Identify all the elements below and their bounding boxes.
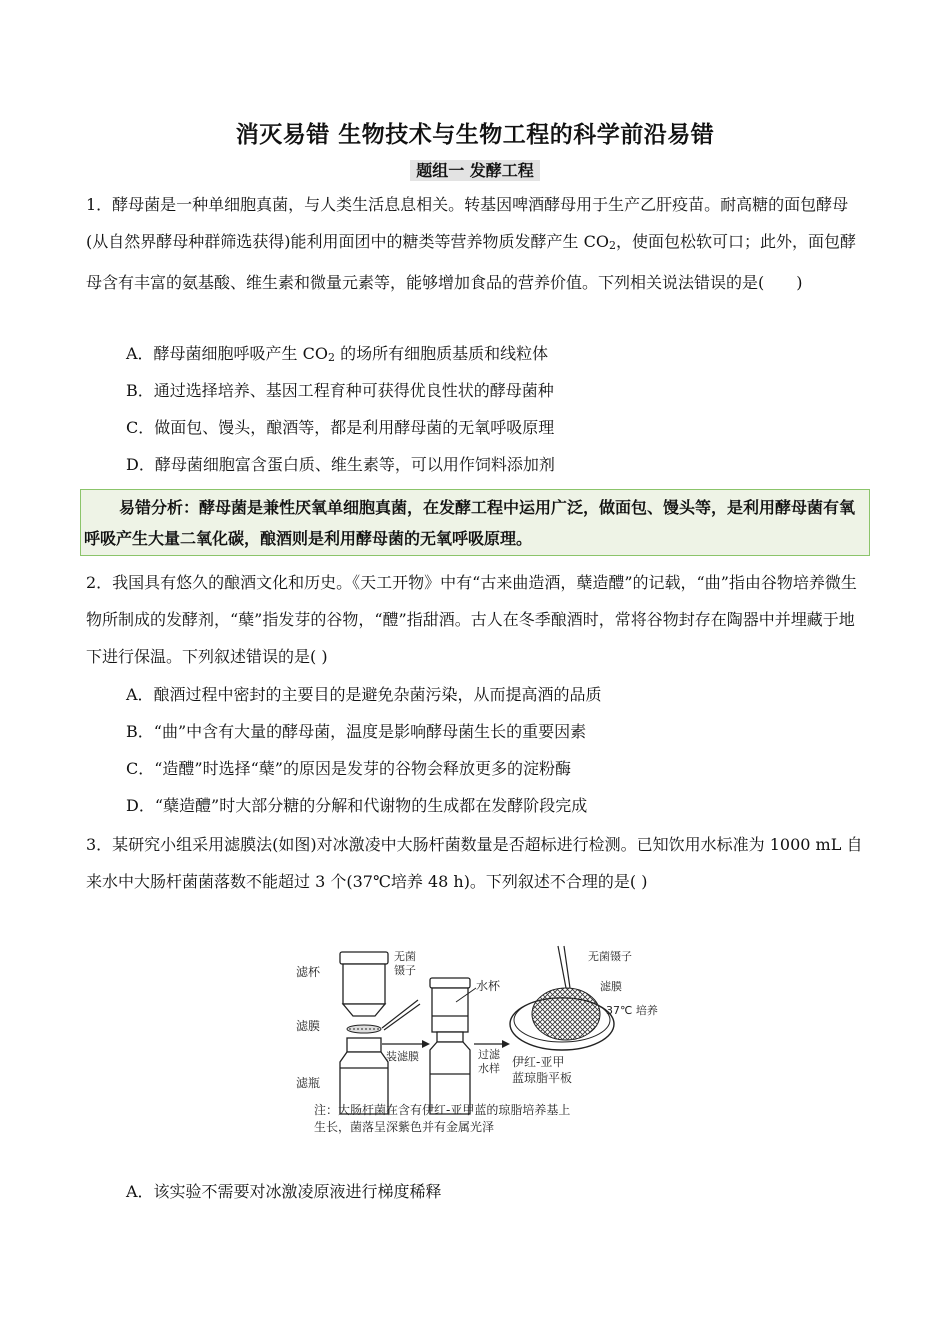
label-culture-temp: 37℃ 培养 [606, 1004, 658, 1017]
question-2-stem: 2．我国具有悠久的酿酒文化和历史。《天工开物》中有“古来曲造酒，蘖造醴”的记载，“曲”指由谷物培养微生物所制成的发酵剂，“蘖”指发芽的谷物，“醴”指甜酒。古人在冬季酿酒时，常将谷物封存在陶器中并埋藏于地下进行保温。下列叙述错误的是( ) [86, 573, 857, 666]
assembled-filter-icon [430, 978, 470, 1114]
q1-option-a [126, 339, 548, 373]
label-membrane-on-plate: 滤膜 [600, 980, 622, 993]
q1-option-a-subscript: 2 [328, 351, 336, 364]
arrow-right-icon [474, 1040, 510, 1048]
q1-stem-subscript: 2 [608, 239, 616, 252]
q2-option-a: A．酿酒过程中密封的主要目的是避免杂菌污染，从而提高酒的品质 [126, 685, 602, 704]
q2-option-c: C．“造醴”时选择“蘖”的原因是发芽的谷物会释放更多的淀粉酶 [126, 759, 571, 778]
q1-stem-part-a: 1．酵母菌是一种单细胞真菌，与人类生活息息相关。转基因啤酒酵母用于生产乙肝疫苗。耐高糖的面包酵母(从自然界酵母种群筛选获得)能利用面团中的糖类等营养物质发酵产生 CO [86, 195, 849, 251]
filtration-figure [290, 942, 690, 1142]
label-plate-line2: 蓝琼脂平板 [512, 1071, 573, 1085]
label-install-membrane: 装滤膜 [386, 1050, 419, 1063]
q1-option-b: B．通过选择培养、基因工程育种可获得优良性状的酵母菌种 [126, 381, 554, 400]
analysis-box [80, 489, 870, 556]
filter-cup-icon [340, 952, 388, 1016]
label-plate-line1: 伊红-亚甲 [512, 1055, 565, 1069]
label-filter-cup: 滤杯 [296, 965, 321, 979]
q1-option-a-part-b: 的场所有细胞质基质和线粒体 [335, 344, 549, 363]
group-title [0, 158, 950, 181]
group-title-text: 题组一 发酵工程 [410, 160, 540, 181]
petri-dish-icon [510, 988, 614, 1050]
label-tweezers-line1: 无菌 [394, 950, 416, 963]
q1-stem-part-b: ，使面包松软可口；此外，面包酵母含有丰富的氨基酸、维生素和微量元素等，能够增加食品的营养价值。下列相关说法错误的是( ) [86, 232, 856, 292]
label-filter-line1: 过滤 [478, 1048, 500, 1061]
q3-option-a: A．该实验不需要对冰激凌原液进行梯度稀释 [126, 1182, 442, 1201]
label-filter-line2: 水样 [478, 1062, 500, 1075]
label-sterile-tweezers: 无菌镊子 [588, 950, 632, 963]
q1-option-d: D．酵母菌细胞富含蛋白质、维生素等，可以用作饲料添加剂 [126, 455, 555, 474]
question-3-stem: 3．某研究小组采用滤膜法(如图)对冰激凌中大肠杆菌数量是否超标进行检测。已知饮用水标准为 1000 mL 自来水中大肠杆菌菌落数不能超过 3 个(37℃培养 48 h)。下列叙述不合理的是( ) [86, 835, 863, 891]
q1-option-a-part-a: A．酵母菌细胞呼吸产生 CO [126, 344, 329, 363]
figure-note-line1: 注：大肠杆菌在含有伊红-亚甲蓝的琼脂培养基上 [314, 1103, 571, 1117]
tweezers-icon [558, 946, 570, 988]
question-1-stem [86, 186, 866, 301]
figure-note-line2: 生长，菌落呈深紫色并有金属光泽 [314, 1120, 495, 1134]
q1-option-c: C．做面包、馒头，酿酒等，都是利用酵母菌的无氧呼吸原理 [126, 418, 555, 437]
arrow-right-icon [382, 1040, 430, 1048]
page-title: 消灭易错 生物技术与生物工程的科学前沿易错 [235, 122, 715, 148]
label-tweezers-line2: 镊子 [394, 964, 416, 977]
label-filter-membrane: 滤膜 [296, 1019, 321, 1033]
tweezers-icon [382, 1000, 420, 1030]
q2-option-b: B．“曲”中含有大量的酵母菌，温度是影响酵母菌生长的重要因素 [126, 722, 587, 741]
label-water-cup: 水杯 [476, 979, 501, 993]
membrane-icon [347, 1025, 381, 1033]
q2-option-d: D．“蘖造醴”时大部分糖的分解和代谢物的生成都在发酵阶段完成 [126, 796, 588, 815]
analysis-text: 易错分析：酵母菌是兼性厌氧单细胞真菌，在发酵工程中运用广泛，做面包、馒头等，是利用酵母菌有氧呼吸产生大量二氧化碳，酿酒则是利用酵母菌的无氧呼吸原理。 [84, 498, 856, 548]
label-filter-bottle: 滤瓶 [296, 1076, 321, 1090]
